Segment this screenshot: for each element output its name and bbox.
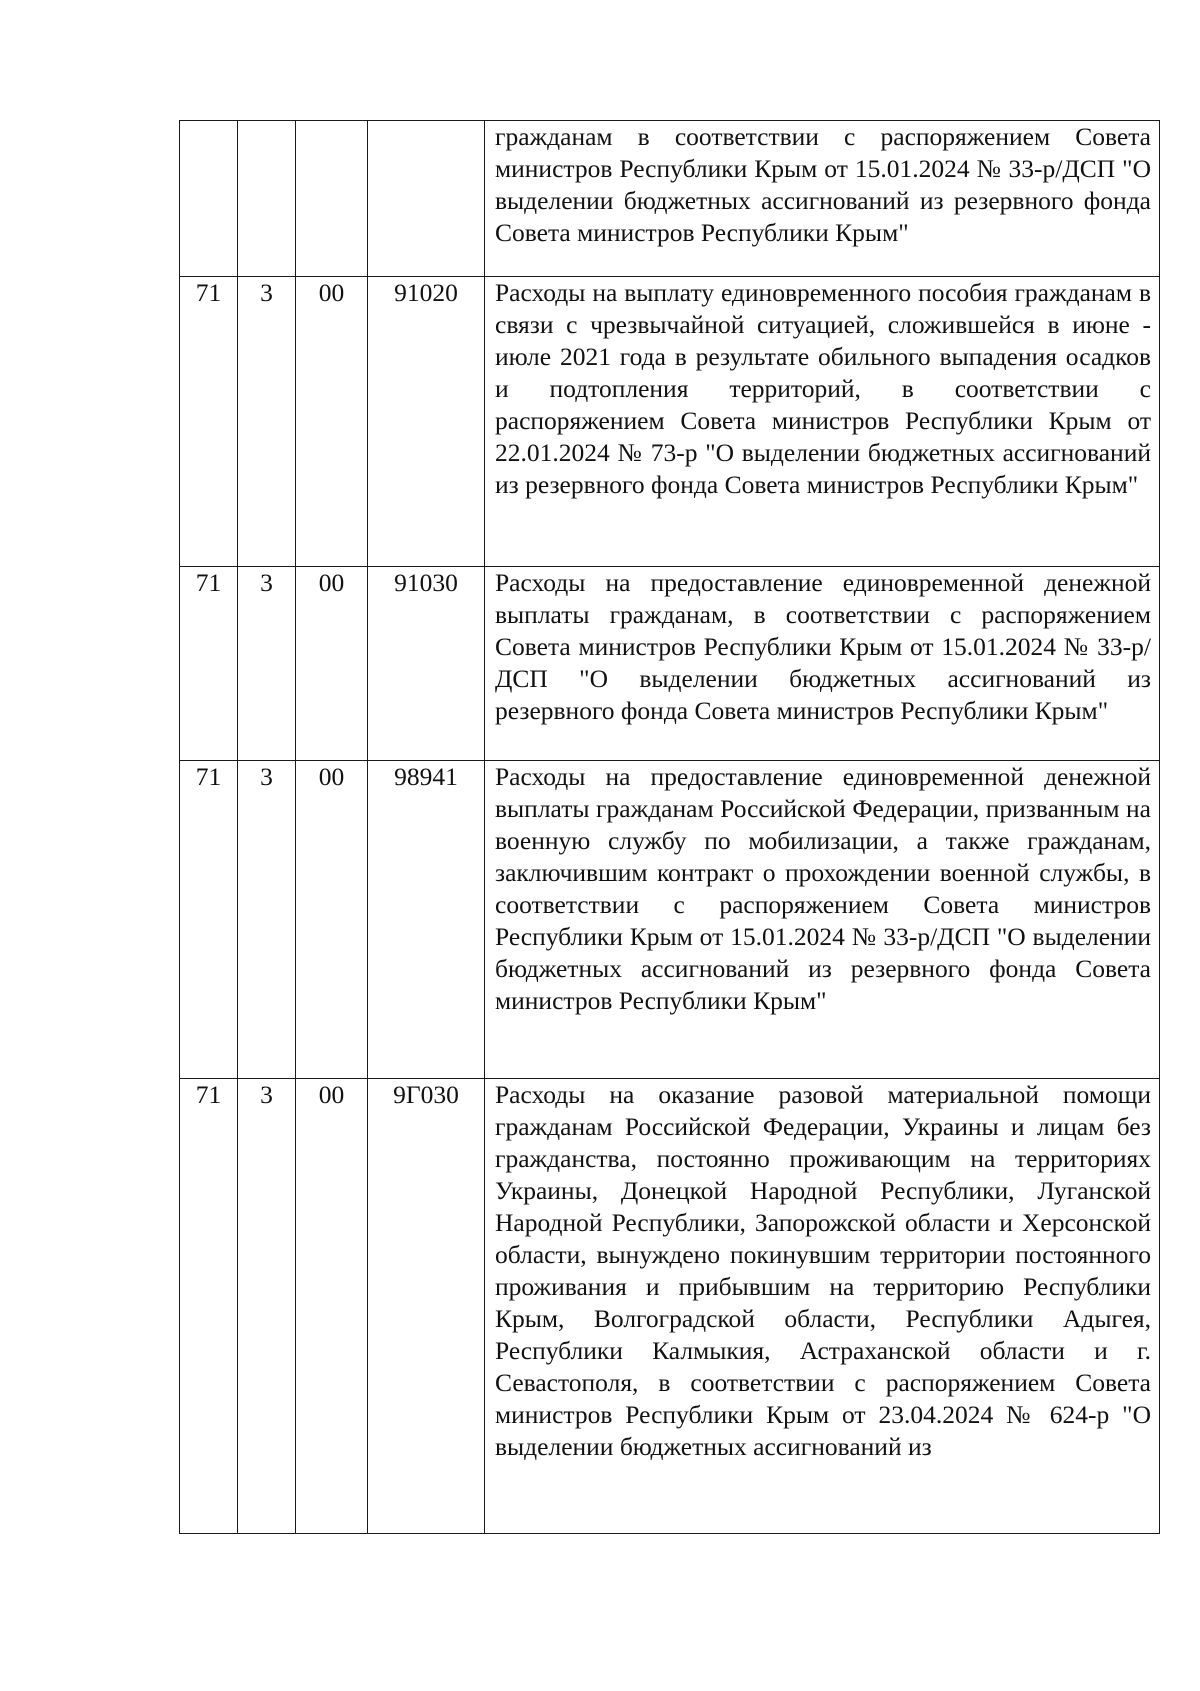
description-cell: Расходы на оказание разовой материальной помощи гражданам Российской Федерации, Украины и лицам без гражданства, постоянно проживающим на территориях Украины, Донецкой Народной Республики, Луганской Народной Республики, Запорожской области и Херсонской области, вынуждено покинувшим территории постоянного проживания и прибывшим на территорию Республики Крым, Волгоградской области, Республики Адыгея, Республики Калмыкия, Астраханской области и г. Севастополя, в соответствии с распоряжением Совета министров Республики Крым от 23.04.2024 № 624-р "О выделении бюджетных ассигнований из (485, 1079, 1160, 1534)
program-code-cell: 71 (180, 567, 238, 761)
subprogram-code-cell (238, 121, 296, 277)
subprogram-code-cell: 3 (238, 1079, 296, 1534)
description-cell: Расходы на предоставление единовременной денежной выплаты гражданам Российской Федерации, призванным на военную службу по мобилизации, а также гражданам, заключившим контракт о прохождении военной службы, в соответствии с распоряжением Совета министров Республики Крым от 15.01.2024 № 33-р/ДСП "О выделении бюджетных ассигнований из резервного фонда Совета министров Республики Крым" (485, 761, 1160, 1079)
subprogram-code-cell: 3 (238, 277, 296, 567)
table-row (180, 277, 1160, 567)
subprogram-code-cell: 3 (238, 761, 296, 1079)
direction-code-cell: 9Г030 (368, 1079, 485, 1534)
program-code-cell (180, 121, 238, 277)
table-row (180, 567, 1160, 761)
main-activity-code-cell: 00 (296, 277, 368, 567)
description-cell: гражданам в соответствии с распоряжением Совета министров Республики Крым от 15.01.2024 № 33-р/ДСП "О выделении бюджетных ассигнований из резервного фонда Совета министров Республики Крым" (485, 121, 1160, 277)
description-cell: Расходы на выплату единовременного пособия гражданам в связи с чрезвычайной ситуацией, сложившейся в июне - июле 2021 года в результате обильного выпадения осадков и подтопления территорий, в соответствии с распоряжением Совета министров Республики Крым от 22.01.2024 № 73-р "О выделении бюджетных ассигнований из резервного фонда Совета министров Республики Крым" (485, 277, 1160, 567)
program-code-cell: 71 (180, 277, 238, 567)
budget-classification-table (179, 120, 1160, 1534)
table-row (180, 761, 1160, 1079)
main-activity-code-cell (296, 121, 368, 277)
main-activity-code-cell: 00 (296, 567, 368, 761)
main-activity-code-cell: 00 (296, 1079, 368, 1534)
program-code-cell: 71 (180, 761, 238, 1079)
table-row (180, 121, 1160, 277)
direction-code-cell: 91030 (368, 567, 485, 761)
table-row (180, 1079, 1160, 1534)
program-code-cell: 71 (180, 1079, 238, 1534)
subprogram-code-cell: 3 (238, 567, 296, 761)
direction-code-cell: 91020 (368, 277, 485, 567)
direction-code-cell (368, 121, 485, 277)
main-activity-code-cell: 00 (296, 761, 368, 1079)
description-cell: Расходы на предоставление единовременной денежной выплаты гражданам, в соответствии с распоряжением Совета министров Республики Крым от 15.01.2024 № 33-р/ДСП "О выделении бюджетных ассигнований из резервного фонда Совета министров Республики Крым" (485, 567, 1160, 761)
direction-code-cell: 98941 (368, 761, 485, 1079)
